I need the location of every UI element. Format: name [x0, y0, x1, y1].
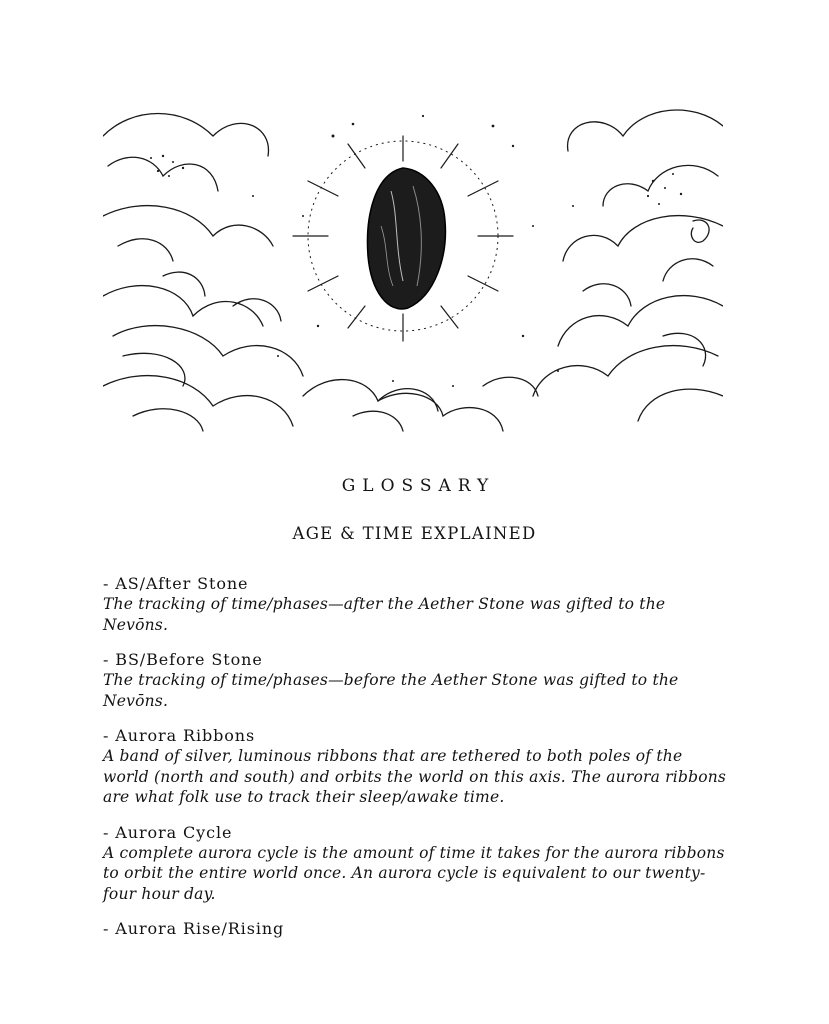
aether-stone-illustration — [103, 96, 723, 436]
glossary-entry — [103, 725, 728, 808]
glossary-entry — [103, 822, 728, 905]
glossary-term: - AS/After Stone — [103, 574, 249, 593]
glossary-definition: A complete aurora cycle is the amount of time it takes for the aurora ribbons to orbit the entire world once. An aurora cycle is equivalent to our twenty-four hour day. — [103, 843, 725, 903]
glossary-term: - Aurora Ribbons — [103, 726, 256, 745]
glossary-definition: A band of silver, luminous ribbons that are tethered to both poles of the world (north and south) and orbits the world on this axis. The aurora ribbons are what folk use to track their sleep/awake time. — [103, 747, 727, 806]
glossary-definition: The tracking of time/phases—before the Aether Stone was gifted to the Nevōns. — [103, 671, 679, 710]
glossary-term: - Aurora Cycle — [103, 822, 233, 842]
glossary-entry — [103, 649, 728, 711]
glossary-entry — [103, 573, 728, 635]
page-title: GLOSSARY — [341, 476, 496, 496]
glossary-term: - BS/Before Stone — [103, 650, 263, 669]
glossary-definition: The tracking of time/phases—after the Aether Stone was gifted to the Nevōns. — [103, 595, 666, 634]
glossary-entry — [103, 918, 728, 939]
section-subtitle: AGE & TIME EXPLAINED — [292, 524, 537, 543]
glossary-list — [103, 573, 728, 953]
glossary-term: - Aurora Rise/Rising — [103, 919, 285, 938]
